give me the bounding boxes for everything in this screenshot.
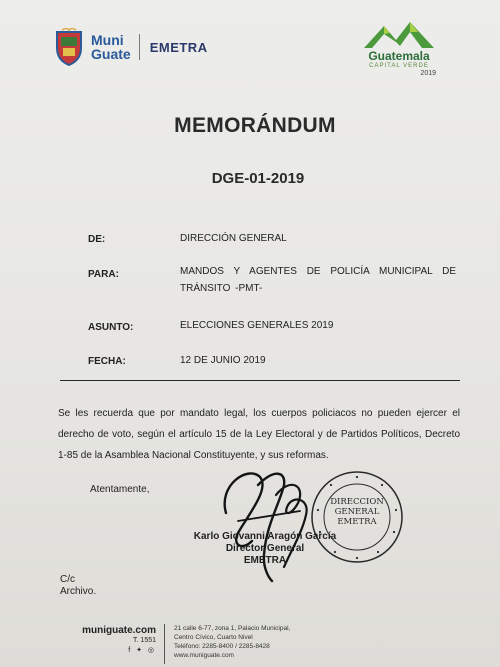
memo-body-paragraph: Se les recuerda que por mandato legal, los cuerpos policiacos no pueden ejercer el derecho de voto, según el artículo 15 de la Ley Electoral y de Partidos Políticos, Decreto 1-85 de la Asamblea Nacional Constituyente, y sus reformas.	[58, 408, 460, 461]
de-label: DE:	[88, 234, 106, 245]
asunto-label: ASUNTO:	[88, 322, 134, 333]
de-value: DIRECCIÓN GENERAL	[180, 233, 287, 244]
footer-address-line-4: www.muniguate.com	[174, 652, 234, 659]
closing-text: Atentamente,	[90, 484, 150, 495]
para-label: PARA:	[88, 269, 119, 280]
footer-contact	[80, 626, 156, 656]
logo-divider	[139, 34, 140, 60]
muni-guate-wordmark	[91, 33, 131, 61]
memo-title: MEMORÁNDUM	[174, 114, 336, 137]
municipal-shield-icon	[54, 28, 84, 66]
asunto-value: ELECCIONES GENERALES 2019	[180, 320, 334, 331]
guate-word: Guate	[91, 46, 131, 62]
para-value: MANDOS Y AGENTES DE POLICÍA MUNICIPAL DE TRÁNSITO -PMT-	[180, 266, 456, 294]
footer-address-line-1: 21 calle 6-77, zona 1, Palacio Municipal,	[174, 625, 291, 632]
footer-website: muniguate.com	[82, 625, 156, 636]
social-icons: f ✦ ◎	[128, 647, 156, 654]
guatemala-capital-verde-logo	[356, 20, 442, 78]
footer-address-line-2: Centro Cívico, Cuarto Nivel	[174, 634, 253, 641]
cc-block	[60, 574, 96, 598]
mountains-icon	[362, 20, 436, 52]
footer-address	[174, 624, 290, 660]
stamp-line-3: EMETRA	[337, 517, 377, 527]
capital-verde-word: CAPITAL VERDE	[369, 63, 429, 69]
footer-phone-short: T. 1551	[133, 637, 156, 644]
handwritten-signature	[208, 455, 328, 585]
signer-org: EMETRA	[243, 555, 287, 566]
signer-role: Director General	[225, 543, 305, 554]
fecha-value: 12 DE JUNIO 2019	[180, 355, 266, 366]
signer-name: Karlo Giovanni Aragón García	[193, 531, 337, 542]
guatemala-word: Guatemala	[368, 49, 430, 63]
muni-word: Muni	[91, 32, 124, 48]
logo-year: 2019	[420, 70, 436, 77]
stamp-line-2: GENERAL	[334, 507, 380, 517]
fecha-label: FECHA:	[88, 356, 126, 367]
footer-address-line-3: Teléfono: 2285-8400 / 2285-8428	[174, 643, 270, 650]
cc-label: C/c	[60, 574, 75, 585]
cc-archivo: Archivo.	[60, 586, 97, 597]
header-divider	[60, 380, 460, 381]
memo-code: DGE-01-2019	[211, 170, 305, 187]
muniguate-logo	[54, 28, 208, 66]
footer-divider	[164, 624, 165, 664]
emetra-wordmark: EMETRA	[149, 39, 208, 55]
stamp-line-1: DIRECCION	[330, 497, 384, 507]
